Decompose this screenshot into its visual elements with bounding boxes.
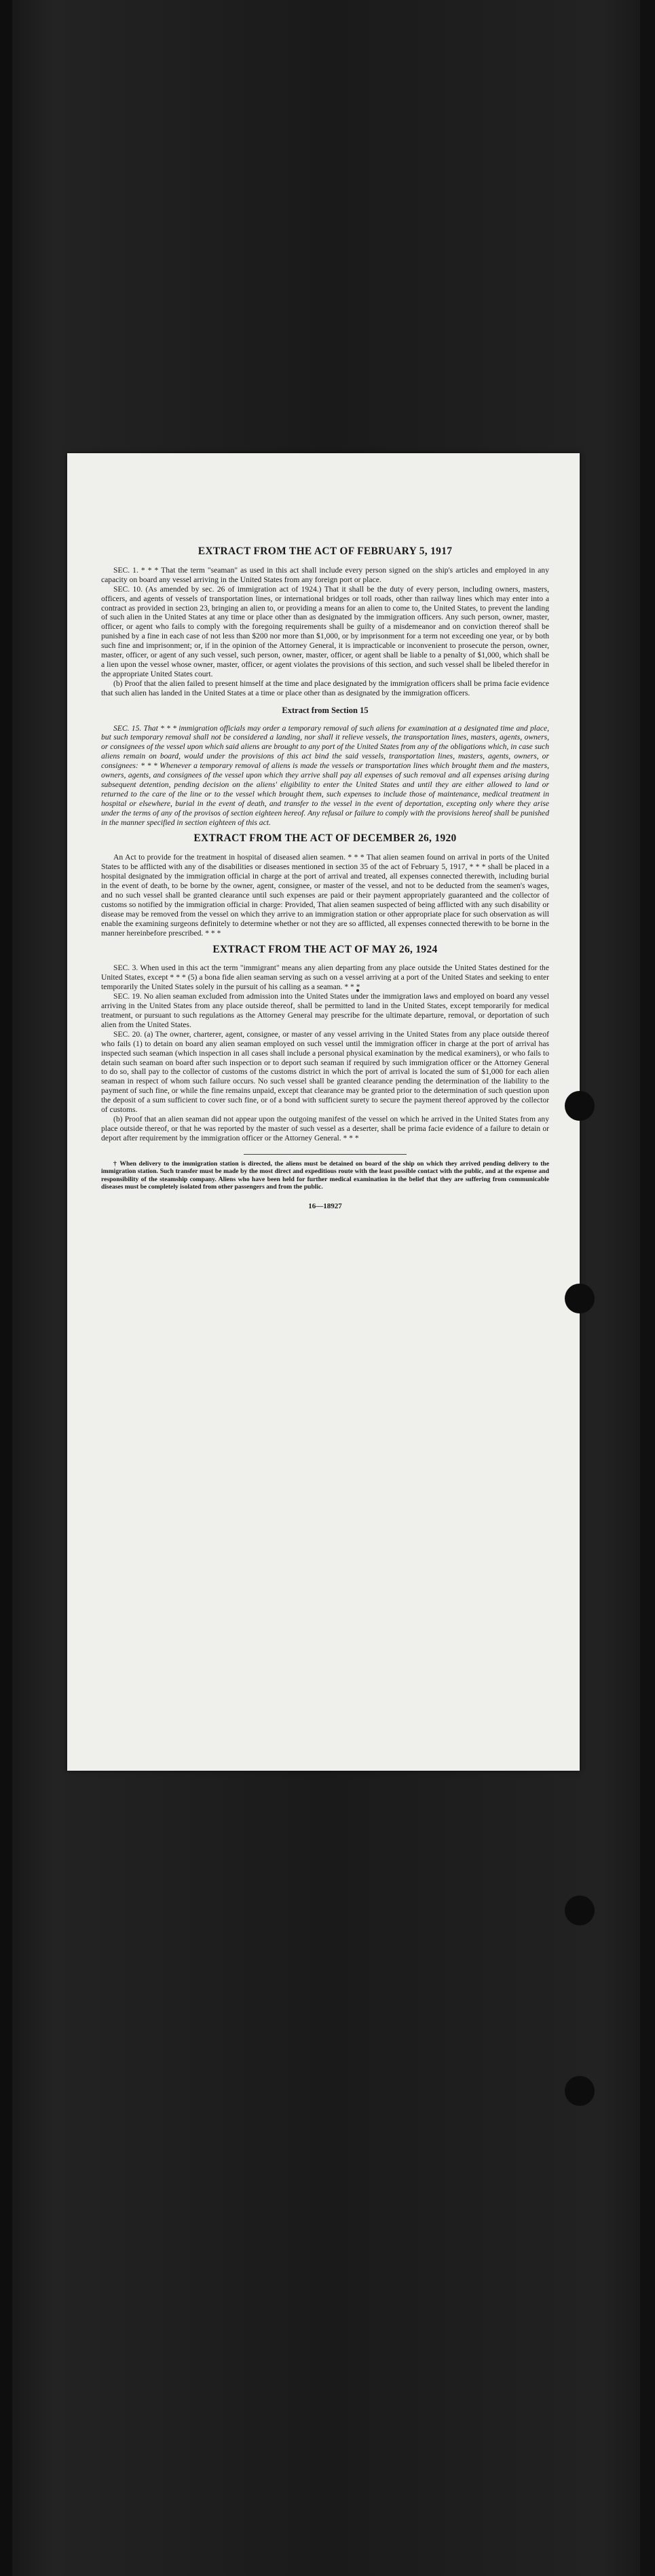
document-page (67, 453, 580, 1771)
heading-act-1917: EXTRACT FROM THE ACT OF FEBRUARY 5, 1917 (198, 545, 453, 557)
paragraph-sec-20-b: (b) Proof that an alien seaman did not appear upon the outgoing manifest of the vessel on which he arrived in the United States from any place outside thereof, or that he was reported by the master of such vessel as a deserter, shall be prima facie evidence of a failure to detain or deport after requirement by the immigration officer or the Attorney General. * * * (101, 1114, 549, 1142)
subheading-section-15: Extract from Section 15 (282, 705, 369, 715)
punch-hole-1 (565, 1091, 595, 1121)
punch-hole-3 (565, 1896, 595, 1925)
punch-hole-2 (565, 1284, 595, 1313)
punch-hole-4 (565, 2076, 595, 2106)
scan-edge-right (640, 0, 655, 2576)
paragraph-sec-20-a: SEC. 20. (a) The owner, charterer, agent, consignee, or master of any vessel arriving in the United States from any place outside thereof who fails (1) to detain on board any alien seaman employed on such vessel until the immigration officer in charge at the port of arrival has inspected such seaman (which inspection in all cases shall include a personal physical examination by the medical examiners), or who fails to detain such seaman on board after such inspection or to deport such seaman if required by such immigration officer or the Attorney General to do so, shall pay to the collector of customs of the customs district in which the port of arrival is located the sum of $1,000 for each alien seaman in respect of whom such failure occurs. No such vessel shall be granted clearance pending the determination of the liability to the payment of such fine, or while the fine remains unpaid, except that clearance may be granted prior to the determination of such question upon the deposit of a sum sufficient to cover such fine, or of a bond with sufficient surety to secure the payment thereof approved by the collector of customs. (101, 1029, 549, 1115)
heading-act-1920: EXTRACT FROM THE ACT OF DECEMBER 26, 1920 (193, 832, 457, 845)
paragraph-act-1920: An Act to provide for the treatment in hospital of diseased alien seamen. * * * That alien seamen found on arrival in ports of the United States to be afflicted with any of the disabilities or diseases mentioned in section 35 of the act of February 5, 1917, * * * shall be placed in a hospital designated by the immigration official in charge at the port of arrival and treated, all expenses connected therewith, including burial in the event of death, to be borne by the owner, agent, consignee, or master of the vessel, and not to be deducted from the seamen's wages, and no such vessel shall be granted clearance until such expenses are paid or their payment appropriately guaranteed and the collector of customs so notified by the immigration official in charge: Provided, That alien seamen suspected of being afflicted with any such disability or disease may be removed from the vessel on which they arrive to an immigration station or other appropriate place for such observation as will enable the examining surgeons definitely to determine whether or not they are so afflicted, all expenses connected therewith to be borne in the manner hereinbefore prescribed. * * * (101, 853, 549, 938)
paragraph-sec-10-b: (b) Proof that the alien failed to present himself at the time and place designated by the immigration officers shall be prima facie evidence that such alien has landed in the United States at a time or place other than as designated by the immigration officers. (101, 678, 549, 697)
paragraph-sec-19: SEC. 19. No alien seaman excluded from admission into the United States under the immigration laws and employed on board any vessel arriving in the United States from any place outside thereof, shall be permitted to land in the United States, except temporarily for medical treatment, or pursuant to such regulations as the Attorney General may prescribe for the ultimate departure, removal, or deportation of such alien from the United States. (101, 992, 549, 1029)
paragraph-sec-15: SEC. 15. That * * * immigration officials may order a temporary removal of such aliens for examination at a designated time and place, but such temporary removal shall not be considered a landing, nor shall it relieve vessels, the transportation lines, masters, agents, owners, or consignees of the vessel upon which said aliens are brought to any port of the United States from any of the obligations which, in case such aliens remain on board, would under the provisions of this act bind the said vessels, transportation lines, masters, agents, owners, or consignees: * * * Whenever a temporary removal of aliens is made the vessels or transportation lines which brought them and the masters, owners, agents, and consignees of the vessel upon which they arrive shall pay all expenses of such removal and all expenses arising during subsequent detention, pending decision on the aliens' eligibility to enter the United States and until they are either allowed to land or returned to the care of the line or to the vessel which brought them, such expenses to include those of maintenance, medical treatment in hospital or elsewhere, burial in the event of death, and transfer to the vessel in the event of deportation, excepting only where they arise under the terms of any of the provisos of section eighteen hereof. Any refusal or failure to comply with the provisions hereof shall be punished in the manner specified in section eighteen of this act. (101, 723, 549, 827)
scan-edge-left (0, 0, 12, 2576)
document-number: 16—18927 (308, 1202, 342, 1211)
heading-act-1924: EXTRACT FROM THE ACT OF MAY 26, 1924 (212, 943, 438, 955)
paragraph-sec-1: SEC. 1. * * * That the term "seaman" as used in this act shall include every person signed on the ship's articles and employed in any capacity on board any vessel arriving in the United States from any foreign port or place. (101, 565, 549, 584)
footnote: † When delivery to the immigration station is directed, the aliens must be detained on board of the ship on which they arrived pending delivery to the immigration station. Such transfer must be made by the most direct and expeditious route with the least possible contact with the public, and at the expense and responsibility of the steamship company. Aliens who have been held for further medical examination in the belief that they are suffering from communicable diseases must be completely isolated from other passengers and from the public. (101, 1159, 549, 1191)
document-body (101, 540, 549, 1212)
paragraph-sec-3: SEC. 3. When used in this act the term "immigrant" means any alien departing from any place outside the United States destined for the United States, except * * * (5) a bona fide alien seaman serving as such on a vessel arriving at a port of the United States and seeking to enter temporarily the United States solely in the pursuit of his calling as a seaman. * * * (101, 963, 549, 992)
footnote-divider (244, 1154, 407, 1155)
paragraph-sec-10: SEC. 10. (As amended by sec. 26 of immigration act of 1924.) That it shall be the duty of every person, including owners, masters, officers, and agents of vessels of transportation lines, or international bridges or toll roads, other than railway lines which may enter into a contract as provided in section 23, bringing an alien to, or providing a means for an alien to come to, the United States, to prevent the landing of such alien in the United States at any time or place other than as designated by the immigration officers. Any such person, owner, master, officer, or agent who fails to comply with the foregoing requirements shall be guilty of a misdemeanor and on conviction thereof shall be punished by a fine in each case of not less than $200 nor more than $1,000, or by imprisonment for a term not exceeding one year, or by both such fine and imprisonment; or, if in the opinion of the Attorney General, it is impracticable or inconvenient to prosecute the person, owner, master, officer, or agent of any such vessel, such person, owner, master, officer, or agent shall be liable to a penalty of $1,000, which shall be a lien upon the vessel whose owner, master, officer, or agent violates the provisions of this section, and such vessel shall be libeled therefor in the appropriate United States court. (101, 584, 549, 678)
